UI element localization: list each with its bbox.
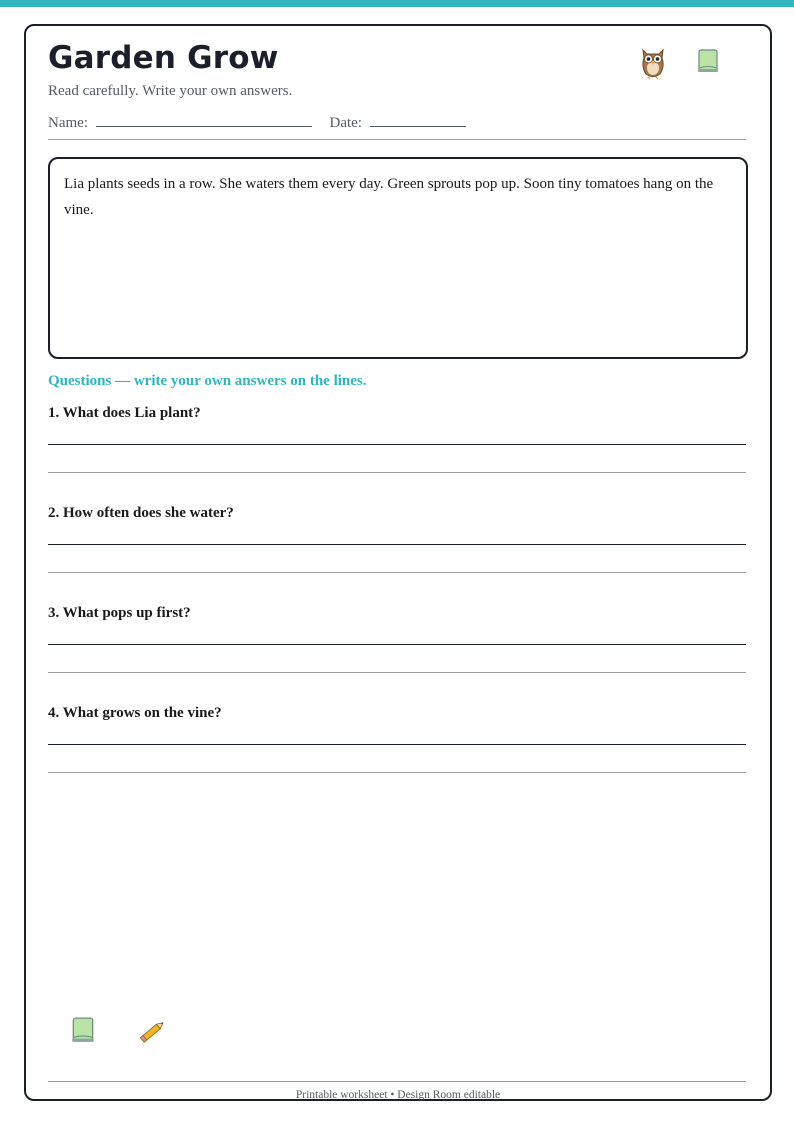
name-label: Name: [48, 115, 88, 131]
question-1 [48, 405, 746, 422]
answer-line[interactable] [48, 544, 746, 545]
date-blank[interactable] [370, 113, 466, 127]
question-text: 1. What does Lia plant? [48, 405, 201, 421]
answer-line[interactable] [48, 572, 746, 573]
name-date-row [48, 113, 466, 132]
footer-divider [48, 1081, 746, 1082]
question-text: 2. How often does she water? [48, 505, 234, 521]
header-divider [48, 139, 746, 140]
questions-heading: Questions — write your own answers on the lines. [48, 373, 367, 389]
question-2 [48, 505, 746, 522]
worksheet-title: Garden Grow [48, 40, 279, 76]
answer-line[interactable] [48, 644, 746, 645]
answer-line[interactable] [48, 772, 746, 773]
owl-icon [638, 44, 668, 80]
book-icon [70, 1016, 96, 1044]
question-text: 3. What pops up first? [48, 605, 191, 621]
reading-passage: Lia plants seeds in a row. She waters them every day. Green sprouts pop up. Soon tiny tomatoes hang on the vine. [48, 157, 748, 359]
worksheet-subtitle: Read carefully. Write your own answers. [48, 83, 293, 99]
answer-line[interactable] [48, 672, 746, 673]
question-3 [48, 605, 746, 622]
answer-line[interactable] [48, 472, 746, 473]
book-icon [696, 48, 720, 74]
worksheet-page [24, 24, 772, 1101]
date-label: Date: [329, 115, 362, 131]
answer-line[interactable] [48, 744, 746, 745]
question-text: 4. What grows on the vine? [48, 705, 222, 721]
footer-text: Printable worksheet • Design Room editable [295, 1089, 501, 1101]
top-accent-bar [0, 0, 794, 7]
question-4 [48, 705, 746, 722]
answer-line[interactable] [48, 444, 746, 445]
pencil-icon [138, 1018, 168, 1044]
name-blank[interactable] [96, 113, 312, 127]
